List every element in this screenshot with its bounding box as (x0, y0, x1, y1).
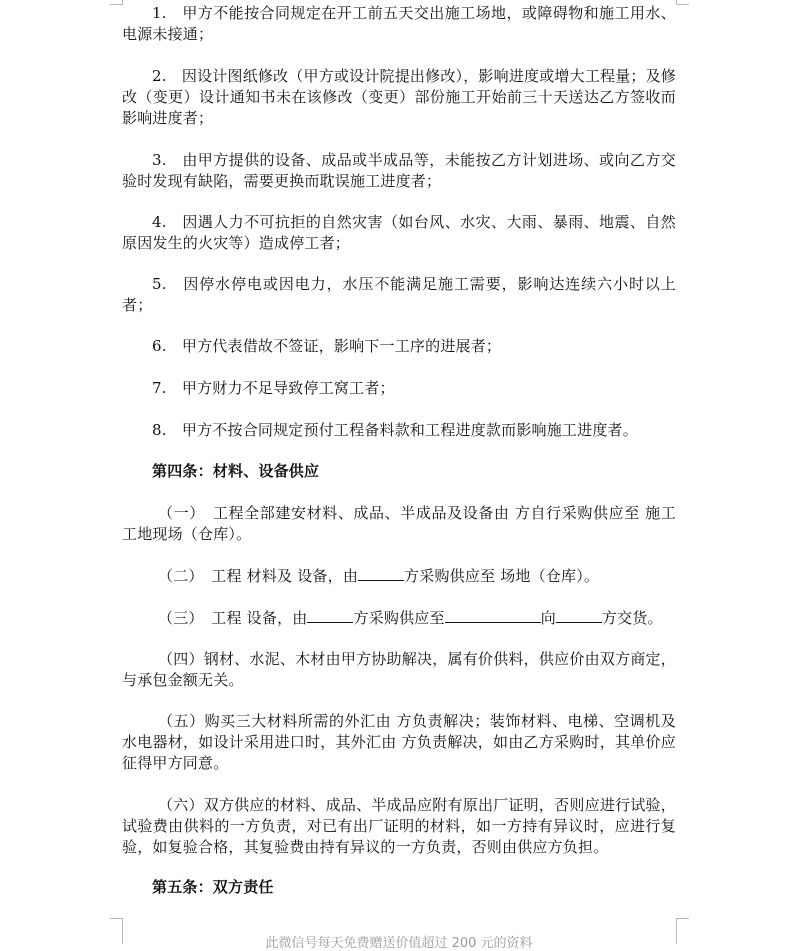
material-item-4: （四）钢材、水泥、木材由甲方协助解决，属有价供料，供应价由双方商定，与承包金额无关。 (122, 650, 676, 689)
clause-item-8: 8. 甲方不按合同规定预付工程备料款和工程进度款而影响施工进度者。 (152, 421, 638, 439)
material-item-3 (122, 607, 676, 629)
material-item-5: （五）购买三大材料所需的外汇由 方负责解决；装饰材料、电梯、空调机及水电器材，如设计采用进口时，其外汇由 方负责解决，如由乙方采购时，其单价应征得甲方同意。 (122, 712, 676, 772)
material-item-2-part-b: 方采购供应至 场地（仓库）。 (404, 567, 600, 585)
article-5-heading: 第五条：双方责任 (152, 878, 274, 896)
material-item-3-part-c: 向 (540, 609, 556, 627)
clause-item-7: 7. 甲方财力不足导致停工窝工者； (152, 379, 395, 397)
page-corner-mark (676, 918, 689, 944)
page-footer-text: 此微信号每天免费赠送价值超过 200 元的资料 (265, 936, 533, 951)
clause-item-1: 1. 甲方不能按合同规定在开工前五天交出施工场地，或障碍物和施工用水、电源未接通； (122, 4, 676, 43)
fill-blank (307, 607, 353, 623)
material-item-2-part-a: （二） 工程 材料及 设备，由 (158, 567, 359, 585)
material-item-3-part-a: （三） 工程 设备，由 (158, 609, 308, 627)
clause-item-2: 2. 因设计图纸修改（甲方或设计院提出修改），影响进度或增大工程量；及修改（变更）设计通知书未在该修改（变更）部份施工开始前三十天送达乙方签收而影响进度者； (122, 67, 677, 127)
fill-blank (445, 607, 541, 623)
clause-item-4: 4. 因遇人力不可抗拒的自然灾害（如台风、水灾、大雨、暴雨、地震、自然原因发生的火灾等）造成停工者； (122, 213, 676, 252)
clause-item-3: 3. 由甲方提供的设备、成品或半成品等，未能按乙方计划进场、或向乙方交验时发现有缺陷，需要更换而耽误施工进度者； (122, 151, 676, 190)
fill-blank (556, 607, 602, 623)
article-4-heading: 第四条：材料、设备供应 (152, 462, 320, 480)
material-item-3-part-d: 方交货。 (601, 609, 663, 627)
page-corner-mark (676, 0, 689, 5)
fill-blank (358, 565, 404, 581)
material-item-6: （六）双方供应的材料、成品、半成品应附有原出厂证明，否则应进行试验，试验费由供料的一方负责，对已有出厂证明的材料，如一方持有异议时，应进行复验，如复验合格，其复验费由持有异议的一方负责，否则由供应方负担。 (122, 796, 676, 856)
material-item-3-part-b: 方采购供应至 (353, 609, 445, 627)
material-item-2 (122, 565, 676, 587)
material-item-1: （一） 工程全部建安材料、成品、半成品及设备由 方自行采购供应至 施工工地现场（仓库）。 (122, 504, 676, 543)
clause-item-6: 6. 甲方代表借故不签证，影响下一工序的进展者； (152, 337, 502, 355)
clause-item-5: 5. 因停水停电或因电力，水压不能满足施工需要，影响达连续六小时以上者； (122, 275, 676, 314)
